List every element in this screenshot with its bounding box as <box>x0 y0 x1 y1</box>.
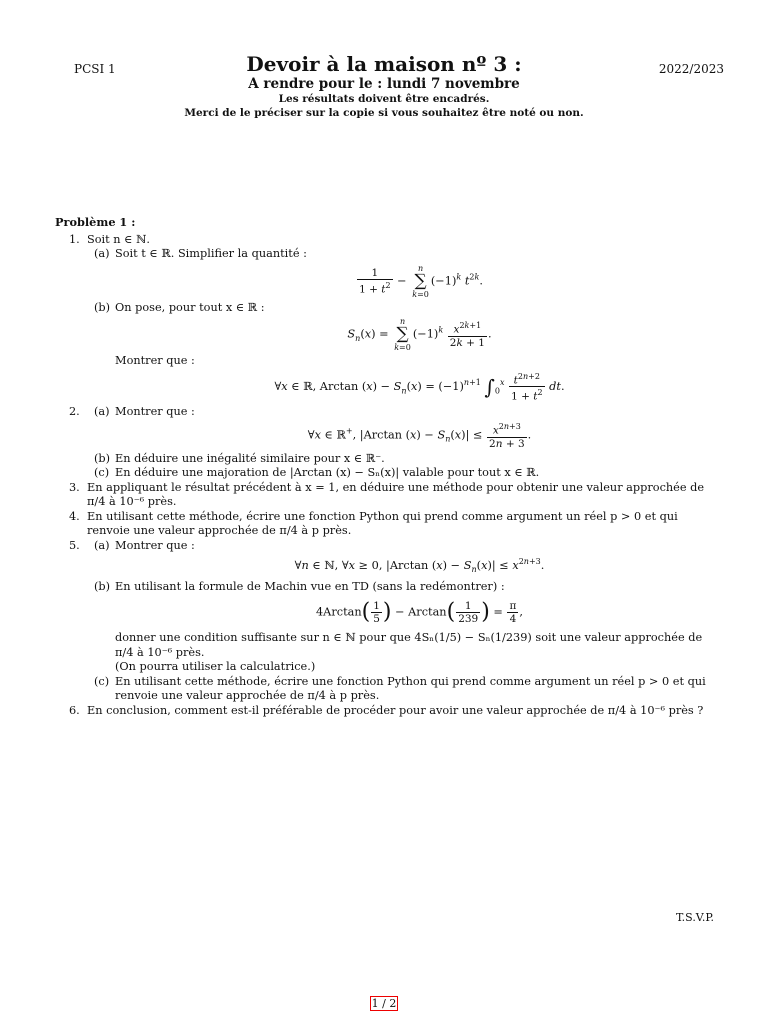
subquestion-text: Soit t ∈ ℝ. Simplifier la quantité : <box>115 247 307 260</box>
question-number: 2. <box>69 404 80 418</box>
question-number: 4. <box>69 509 80 523</box>
page-number-link[interactable]: 1 / 2 <box>371 997 397 1010</box>
document-title: Devoir à la maison nº 3 : <box>246 52 522 76</box>
question-1b <box>87 301 724 403</box>
question-2a <box>87 405 724 450</box>
title-block <box>0 52 768 120</box>
subquestion-label: (b) <box>94 579 111 593</box>
subquestion-hint: (On pourra utiliser la calculatrice.) <box>115 660 316 674</box>
question-5b <box>87 580 724 675</box>
subquestion-text: En utilisant la formule de Machin vue en TD (sans la redémontrer) : <box>115 579 505 593</box>
question-2 <box>55 405 724 481</box>
subquestion-text: donner une condition suffisante sur n ∈ ℕ pour que 4Sₙ(1/5) − Sₙ(1/239) soit une valeur approchée de π/4 à 10⁻⁶ près. <box>115 631 703 659</box>
machin-formula: 4Arctan( $\frac{1}{5}$ ) − Arctan( $\frac{1}{239}$ ) = $\frac{\pi}{4}$ , <box>316 599 523 626</box>
question-text: En conclusion, comment est-il préférable de procéder pour avoir une valeur approchée de π/4 à 10⁻⁶ près ? <box>87 703 704 717</box>
subquestion-text: En déduire une majoration de |Arctan (x) − Sₙ(x)| valable pour tout x ∈ ℝ. <box>115 466 540 479</box>
question-2c <box>87 466 724 481</box>
subquestion-label: (a) <box>94 247 110 260</box>
subquestion-label: (b) <box>94 451 111 465</box>
question-3 <box>55 481 724 510</box>
question-1 <box>55 233 724 403</box>
question-number: 6. <box>69 703 80 717</box>
question-5a <box>87 539 724 578</box>
instruction-boxed: Les résultats doivent être encadrés. <box>278 93 490 105</box>
instruction-grading: Merci de le préciser sur la copie si vous souhaitez être noté ou non. <box>184 107 584 119</box>
subquestion-text: On pose, pour tout x ∈ ℝ : <box>115 300 265 314</box>
formula: ∀n ∈ ℕ, ∀x ≥ 0, |Arctan $(x) - S_n(x)| \le x^{2n+3}$. <box>294 557 545 575</box>
question-4 <box>55 510 724 539</box>
school-year: 2022/2023 <box>658 62 724 76</box>
subquestion-label: (c) <box>94 674 110 688</box>
page-number <box>0 997 768 1010</box>
question-number: 1. <box>69 232 80 246</box>
question-5c <box>87 675 724 704</box>
problem-title: Problème 1 : <box>55 215 136 229</box>
question-text: Soit n ∈ ℕ. <box>87 232 151 246</box>
question-text: En utilisant cette méthode, écrire une fonction Python qui prend comme argument un réel p > 0 et qui renvoie une valeur approchée de π/4 à p près. <box>87 509 678 537</box>
question-1a <box>87 247 724 299</box>
question-number: 3. <box>69 480 80 494</box>
formula: ∀x ∈ ℝ+, |Arctan $(x) - S_n(x)|$ ≤ $\frac{x^{2n+3}}{2n + 3}$ . <box>307 422 532 450</box>
turn-over-note: T.S.V.P. <box>675 911 714 924</box>
subquestion-text: Montrer que : <box>115 354 195 367</box>
due-date: A rendre pour le : lundi 7 novembre <box>248 76 520 92</box>
subquestion-text: En déduire une inégalité similaire pour x ∈ ℝ⁻. <box>115 451 385 465</box>
subquestion-label: (a) <box>94 538 110 552</box>
question-text: En appliquant le résultat précédent à x = 1, en déduire une méthode pour obtenir une valeur approchée de π/4 à 10⁻⁶ près. <box>87 480 705 508</box>
formula: ∀x ∈ ℝ, Arctan $(x) - S_n(x) = (-1)^{n+1}$ $\int_0^x$ $\frac{t^{2n+2}}{1 + t^2}$ dt. <box>274 371 565 403</box>
subquestion-text: Montrer que : <box>115 538 195 552</box>
subquestion-text: Montrer que : <box>115 404 195 418</box>
formula: $\frac{1}{1 + t^2}$ − n ∑ k=0 $(-1)^k$ $t^{2k}$. <box>359 263 483 299</box>
problem-body <box>55 215 724 718</box>
formula: $S_n(x)$ = n ∑ k=0 $(-1)^k$ $\frac{x^{2k+1}}{2k + 1}$ . <box>347 317 492 352</box>
subquestion-label: (a) <box>94 404 110 418</box>
subquestion-label: (b) <box>94 300 111 314</box>
question-2b <box>87 452 724 467</box>
question-5 <box>55 539 724 704</box>
subquestion-label: (c) <box>94 466 110 479</box>
question-number: 5. <box>69 538 80 552</box>
class-label: PCSI 1 <box>74 62 116 76</box>
question-6 <box>55 704 724 719</box>
subquestion-text: En utilisant cette méthode, écrire une fonction Python qui prend comme argument un réel p > 0 et qui renvoie une valeur approchée de π/4 à p près. <box>115 674 706 703</box>
